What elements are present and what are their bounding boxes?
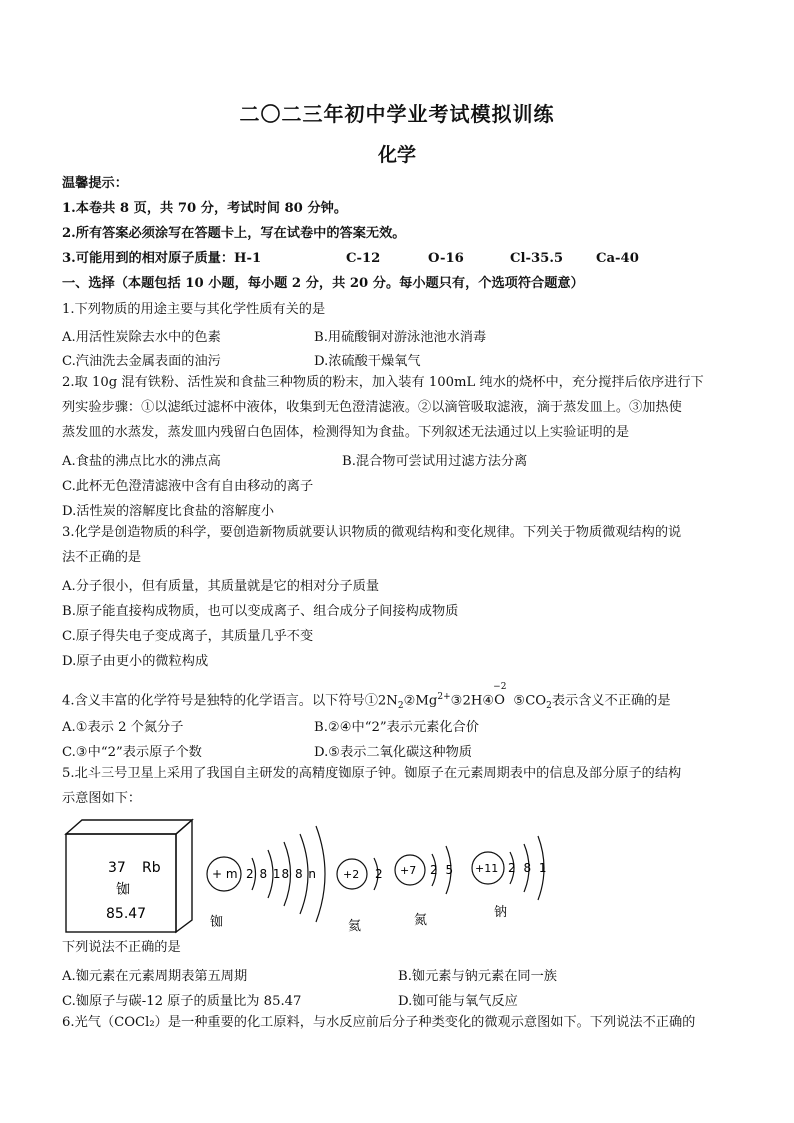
- q2-option-b: B.混合物可尝试用过滤方法分离: [342, 454, 528, 469]
- q2-option-a: A.食盐的沸点比水的沸点高: [62, 454, 221, 469]
- na-electron-shells: 2 8 1: [508, 861, 549, 875]
- q4-oxygen-letter: O: [494, 693, 505, 709]
- rb-atomic-number: 37: [108, 860, 126, 876]
- q5-option-c: C.铷原子与碳-12 原子的质量比为 85.47: [62, 994, 302, 1009]
- atomic-mass-label: 3.可能用到的相对原子质量：H-1: [62, 251, 262, 266]
- q1-option-d: D.浓硫酸干燥氧气: [314, 354, 421, 369]
- q5-stem-line-3: 下列说法不正确的是: [62, 940, 181, 955]
- q5-stem-line-1: 5.北斗三号卫星上采用了我国自主研发的高精度铷原子钟。铷原子在元素周期表中的信息及部分原子的结构: [62, 766, 682, 781]
- q4-stem-part-5: 表示含义不正确的是: [551, 693, 671, 709]
- n-electron-shells: 2 5: [430, 863, 456, 877]
- q2-stem-line-3: 蒸发皿的水蒸发，蒸发皿内残留白色固体，检测得知为食盐。下列叙述无法通过以上实验证明的是: [62, 425, 630, 440]
- tip-2: 2.所有答案必须涂写在答题卡上，写在试卷中的答案无效。: [62, 226, 406, 241]
- n-label: 氮: [414, 913, 428, 928]
- atomic-mass-ca: Ca-40: [596, 251, 639, 266]
- q3-stem-line-1: 3.化学是创造物质的科学，要创造新物质就要认识物质的微观结构和变化规律。下列关于物质微观结构的说: [62, 525, 682, 540]
- q2-option-c: C.此杯无色澄清滤液中含有自由移动的离子: [62, 479, 314, 494]
- atomic-mass-o: O-16: [428, 251, 464, 266]
- q2-option-d: D.活性炭的溶解度比食盐的溶解度小: [62, 504, 275, 519]
- q3-option-c: C.原子得失电子变成离子，其质量几乎不变: [62, 629, 314, 644]
- q4-option-b: B.②④中“2”表示元素化合价: [314, 720, 479, 735]
- atomic-structure-figure: [62, 814, 582, 936]
- q1-option-a: A.用活性炭除去水中的色素: [62, 330, 221, 345]
- q3-option-a: A.分子很小，但有质量，其质量就是它的相对分子质量: [62, 579, 380, 594]
- n-nucleus-charge: +7: [400, 864, 417, 877]
- na-label: 钠: [494, 905, 508, 920]
- q4-oxygen-symbol: [493, 682, 507, 709]
- q6-stem: 6.光气（COCl₂）是一种重要的化工原料，与水反应前后分子种类变化的微观示意图如下。下列说法不正确的: [62, 1015, 696, 1030]
- he-electron-shells: 2: [375, 867, 383, 881]
- q1-stem: 1.下列物质的用途主要与其化学性质有关的是: [62, 302, 326, 317]
- tips-heading: 温馨提示：: [62, 176, 128, 191]
- q2-stem-line-2: 列实验步骤：①以滤纸过滤杯中液体，收集到无色澄清滤液。②以滴管吸取滤液，滴于蒸发皿上。③加热使: [62, 400, 682, 415]
- atomic-mass-cl: Cl-35.5: [510, 251, 564, 266]
- rb-symbol: Rb: [142, 860, 161, 876]
- rb-atomic-mass: 85.47: [106, 906, 147, 922]
- he-nucleus-charge: +2: [343, 868, 360, 881]
- q4-stem-part-1: 4.含义丰富的化学符号是独特的化学语言。以下符号①2N: [62, 693, 398, 709]
- q5-option-b: B.铷元素与钠元素在同一族: [398, 969, 557, 984]
- rb-electron-shells: 2 8 18 8 n: [246, 867, 318, 881]
- q4-stem-part-2: ②Mg: [403, 693, 438, 709]
- q4-mg-charge: 2+: [437, 692, 451, 702]
- q4-option-a: A.①表示 2 个氮分子: [62, 720, 184, 735]
- q4-stem-part-4: ⑤CO: [513, 693, 547, 709]
- q3-option-b: B.原子能直接构成物质，也可以变成离子、组合成分子间接构成物质: [62, 604, 459, 619]
- q4-stem-part-3: ③2H④: [450, 693, 495, 709]
- rb-label: 铷: [210, 915, 224, 930]
- section-1-heading: 一、选择（本题包括 10 小题，每小题 2 分，共 20 分。每小题只有，个选项符合题意）: [62, 276, 584, 291]
- q1-option-b: B.用硫酸铜对游泳池池水消毒: [314, 330, 487, 345]
- na-nucleus-charge: +11: [475, 862, 499, 875]
- atomic-mass-line: [62, 251, 742, 267]
- q4-co2-subscript: 2: [546, 701, 552, 712]
- q3-option-d: D.原子由更小的微粒构成: [62, 654, 209, 669]
- q5-option-a: A.铷元素在元素周期表第五周期: [62, 969, 248, 984]
- q4-stem: [62, 682, 742, 714]
- he-label: 氦: [348, 919, 362, 934]
- q5-option-d: D.铷可能与氧气反应: [398, 994, 518, 1009]
- subject-title: 化学: [377, 144, 416, 166]
- q4-oxygen-valence: −2: [493, 682, 507, 693]
- q2-stem-line-1: 2.取 10g 混有铁粉、活性炭和食盐三种物质的粉末，加入装有 100mL 纯水的烧杯中，充分搅拌后依序进行下: [62, 375, 704, 390]
- q4-n2-subscript: 2: [397, 701, 404, 712]
- q4-option-c: C.③中“2”表示原子个数: [62, 745, 202, 760]
- exam-title: 二〇二三年初中学业考试模拟训练: [239, 102, 555, 126]
- rb-nucleus-charge: + m: [212, 867, 238, 881]
- tip-1: 1.本卷共 8 页，共 70 分，考试时间 80 分钟。: [62, 201, 348, 216]
- atomic-mass-c: C-12: [346, 251, 381, 266]
- rb-name: 铷: [116, 882, 130, 898]
- q5-stem-line-2: 示意图如下：: [62, 791, 142, 806]
- q4-option-d: D.⑤表示二氧化碳这种物质: [314, 745, 472, 760]
- q3-stem-line-2: 法不正确的是: [62, 550, 142, 565]
- q1-option-c: C.汽油洗去金属表面的油污: [62, 354, 221, 369]
